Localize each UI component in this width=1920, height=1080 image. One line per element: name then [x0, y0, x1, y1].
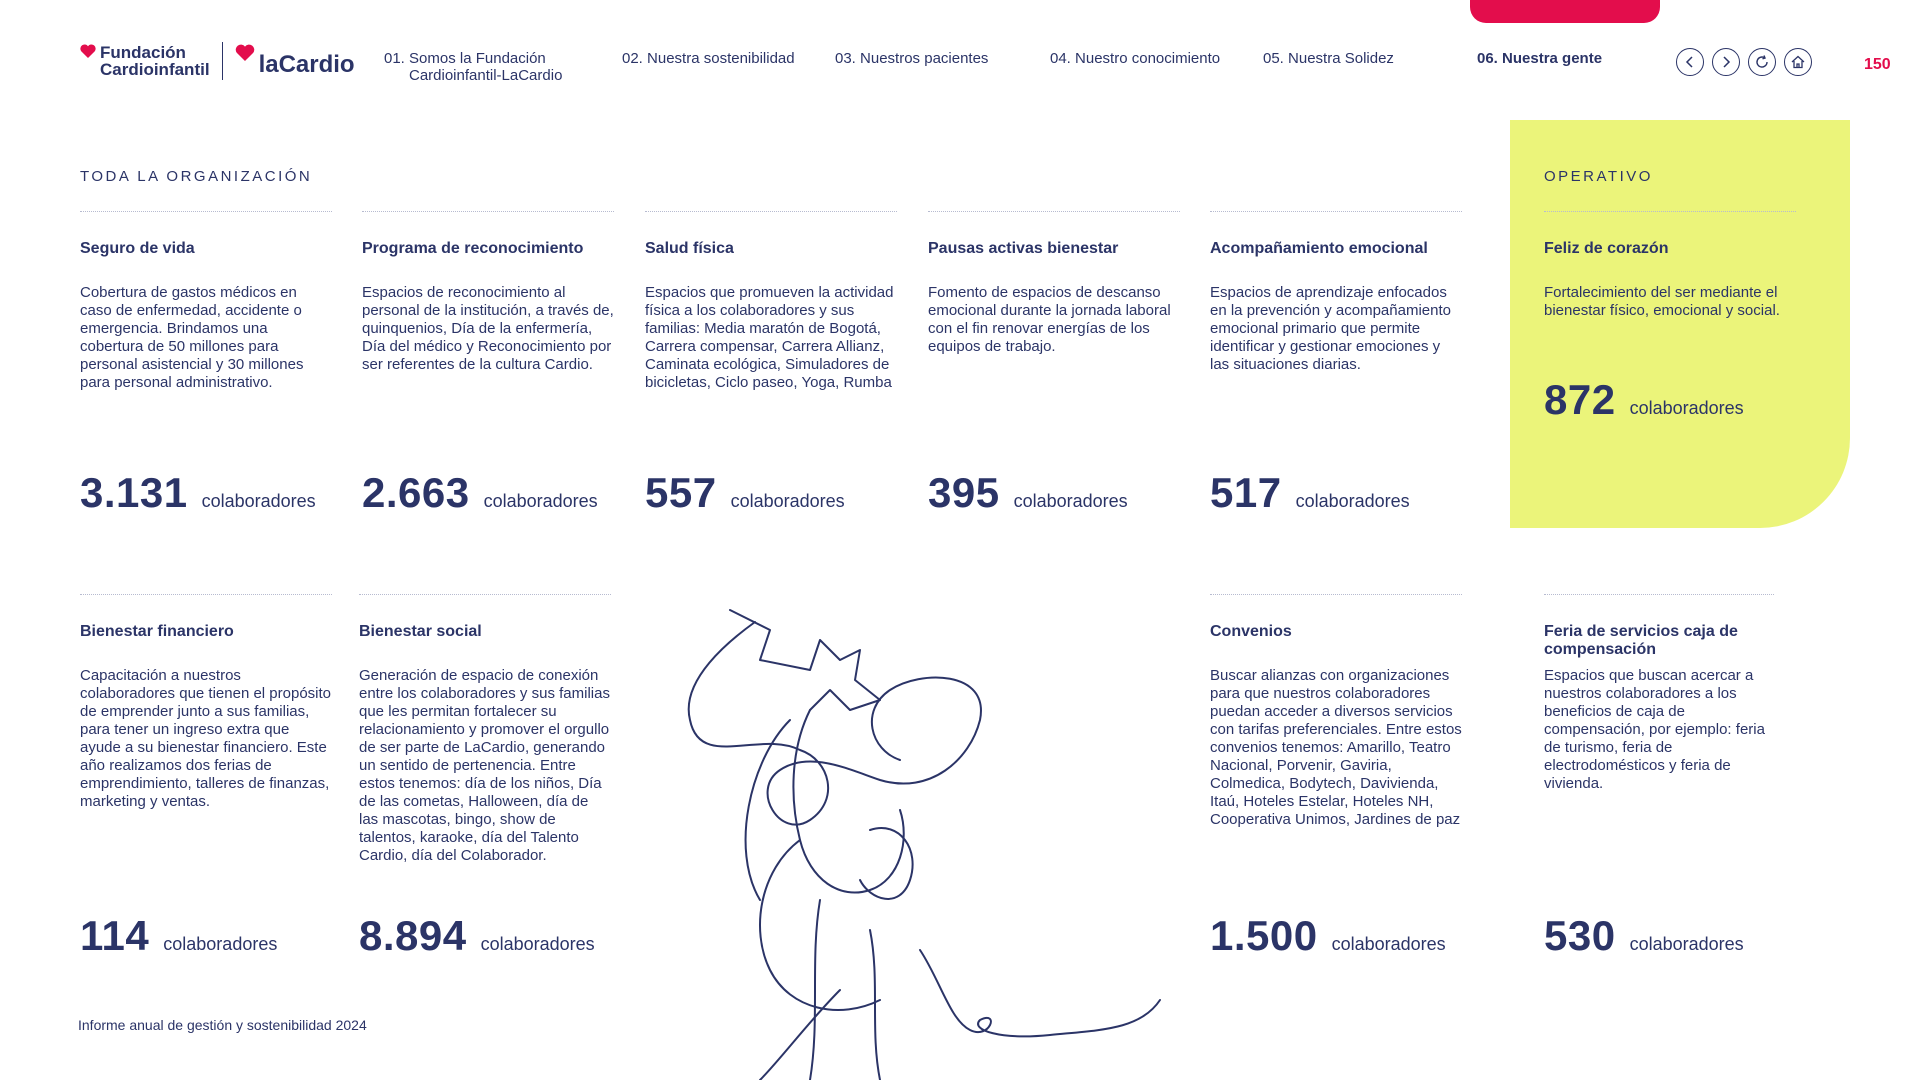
refresh-button[interactable] — [1748, 48, 1776, 76]
next-page-button[interactable] — [1712, 48, 1740, 76]
benefit-card — [80, 594, 332, 959]
stat-value: 3.131 — [80, 469, 188, 516]
nav-item-somos[interactable] — [384, 50, 562, 84]
benefit-card — [362, 211, 614, 516]
nav-item-label: Nuestra Solidez — [1288, 50, 1394, 67]
nav-item-label: Nuestro conocimiento — [1075, 50, 1221, 67]
nav-item-gente[interactable] — [1477, 50, 1602, 67]
nav-item-label: Nuestros pacientes — [860, 50, 989, 67]
nav-item-sostenibilidad[interactable] — [622, 50, 795, 67]
card-title: Acompañamiento emocional — [1210, 240, 1428, 257]
card-divider — [1544, 594, 1774, 595]
stat-value: 557 — [645, 469, 717, 516]
stat-unit: colaboradores — [1331, 934, 1446, 954]
card-title: Convenios — [1210, 623, 1292, 640]
stat-unit: colaboradores — [201, 491, 316, 511]
home-icon — [1790, 54, 1806, 70]
stat-unit: colaboradores — [1629, 934, 1744, 954]
card-divider — [80, 211, 332, 212]
card-divider — [1544, 211, 1796, 212]
card-title: Feria de servicios caja de compensación — [1544, 623, 1738, 658]
stat-value: 395 — [928, 469, 1000, 516]
page-controls — [1676, 48, 1812, 76]
card-description: Fomento de espacios de descanso emocional durante la jornada laboral con el fin renovar energías de los equipos de trabajo. — [928, 284, 1171, 355]
stat-unit: colaboradores — [730, 491, 845, 511]
active-tab-indicator — [1470, 0, 1660, 23]
nav-item-solidez[interactable] — [1263, 50, 1394, 67]
nav-item-number: 01. — [384, 50, 405, 67]
card-description: Espacios que promueven la actividad física a los colaboradores y sus familias: Media maratón de Bogotá, Carrera compensar, Carrera Allianz, Caminata ecológica, Simuladores de bicicletas, Ciclo paseo, Yoga, Rumba — [645, 284, 894, 391]
home-button[interactable] — [1784, 48, 1812, 76]
brand-logo — [80, 42, 355, 80]
card-stat — [1210, 912, 1446, 960]
nav-item-number: 04. — [1050, 50, 1071, 67]
card-divider — [80, 594, 332, 595]
nav-item-conocimiento[interactable] — [1050, 50, 1220, 67]
card-stat — [928, 469, 1128, 517]
card-stat — [362, 469, 598, 517]
card-stat — [359, 912, 595, 960]
logo-fundacion — [80, 44, 210, 78]
card-description: Cobertura de gastos médicos en caso de enfermedad, accidente o emergencia. Brindamos una cobertura de 50 millones para personal asistencial y 30 millones para personal administrativo. — [80, 284, 304, 391]
prev-page-button[interactable] — [1676, 48, 1704, 76]
card-title: Programa de reconocimiento — [362, 240, 584, 257]
nav-item-number: 03. — [835, 50, 856, 67]
card-description: Capacitación a nuestros colaboradores que tienen el propósito de emprender junto a sus familias, para tener un ingreso extra que ayude a su bienestar financiero. Este año realizamos dos ferias de emprendimiento, talleres de finanzas, marketing y ventas. — [80, 667, 332, 810]
benefit-card — [645, 211, 897, 516]
benefit-card — [80, 211, 332, 516]
line-art-illustration — [670, 600, 1240, 1080]
card-description: Generación de espacio de conexión entre los colaboradores y sus familias que les permitan fortalecer su relacionamiento y promover el orgullo de ser parte de LaCardio, generando un sentido de pertenencia. Entre estos tenemos: día de los niños, Día de las cometas, Halloween, día de las mascotas, bingo, show de talentos, karaoke, día del Talento Cardio, día del Colaborador. — [359, 667, 610, 864]
logo-line-2: Cardioinfantil — [100, 60, 210, 79]
operativo-card — [1544, 211, 1796, 423]
nav-item-number: 02. — [622, 50, 643, 67]
nav-item-number: 06. — [1477, 50, 1498, 67]
benefit-card — [359, 594, 611, 959]
card-stat — [80, 469, 316, 517]
stat-value: 517 — [1210, 469, 1282, 516]
card-divider — [928, 211, 1180, 212]
logo-lacardio-text: laCardio — [258, 50, 355, 78]
card-divider — [359, 594, 611, 595]
stat-value: 1.500 — [1210, 912, 1318, 959]
card-description: Fortalecimiento del ser mediante el bienestar físico, emocional y social. — [1544, 284, 1780, 319]
stat-unit: colaboradores — [480, 934, 595, 954]
stat-value: 2.663 — [362, 469, 470, 516]
card-stat — [80, 912, 277, 960]
card-stat — [1210, 469, 1410, 517]
stat-value: 530 — [1544, 912, 1616, 959]
logo-line-1: Fundación — [100, 43, 186, 62]
card-divider — [1210, 211, 1462, 212]
card-title: Feliz de corazón — [1544, 240, 1669, 257]
stat-value: 872 — [1544, 376, 1616, 423]
stat-unit: colaboradores — [163, 934, 278, 954]
section-label-operativo: OPERATIVO — [1544, 168, 1653, 185]
card-description: Espacios que buscan acercar a nuestros colaboradores a los beneficios de caja de compensación, por ejemplo: feria de turismo, feria de electrodomésticos y feria de vivienda. — [1544, 667, 1765, 792]
stat-value: 114 — [80, 912, 150, 959]
benefit-card — [928, 211, 1180, 516]
nav-item-label: Nuestra gente — [1502, 50, 1603, 67]
benefit-card — [1210, 594, 1462, 959]
heart-icon — [80, 44, 96, 58]
logo-divider — [222, 42, 223, 80]
card-title: Seguro de vida — [80, 240, 195, 257]
nav-item-label: Cardioinfantil-LaCardio — [409, 67, 563, 84]
stat-unit: colaboradores — [1295, 491, 1410, 511]
stat-unit: colaboradores — [1629, 398, 1744, 418]
card-description: Buscar alianzas con organizaciones para que nuestros colaboradores puedan acceder a diversos servicios con tarifas preferenciales. Entre estos convenios tenemos: Amarillo, Teatro Nacional, Porvenir, Gaviria, Colmedica, Bodytech, Davivienda, Itaú, Hoteles Estelar, Hoteles NH, Cooperativa Unimos, Jardines de paz — [1210, 667, 1462, 828]
logo-lacardio — [235, 44, 355, 79]
card-title: Pausas activas bienestar — [928, 240, 1119, 257]
refresh-icon — [1754, 54, 1770, 70]
nav-item-label: Somos la Fundación — [409, 50, 546, 67]
card-title: Bienestar social — [359, 623, 482, 640]
nav-item-number: 05. — [1263, 50, 1284, 67]
footer-report-title: Informe anual de gestión y sostenibilidad 2024 — [78, 1017, 367, 1033]
section-label-toda: TODA LA ORGANIZACIÓN — [80, 168, 313, 185]
card-stat — [645, 469, 845, 517]
benefit-card — [1544, 594, 1774, 959]
stat-unit: colaboradores — [1013, 491, 1128, 511]
stat-value: 8.894 — [359, 912, 467, 959]
card-divider — [362, 211, 614, 212]
chevron-left-icon — [1682, 54, 1698, 70]
stat-unit: colaboradores — [483, 491, 598, 511]
card-description: Espacios de reconocimiento al personal de la institución, a través de, quinquenios, Día de la enfermería, Día del médico y Reconocimiento por ser referentes de la cultura Cardio. — [362, 284, 614, 373]
page-number: 150 — [1864, 56, 1891, 73]
nav-item-pacientes[interactable] — [835, 50, 988, 67]
card-divider — [645, 211, 897, 212]
heart-icon — [235, 44, 255, 61]
card-divider — [1210, 594, 1462, 595]
card-stat — [1544, 376, 1744, 424]
card-title: Bienestar financiero — [80, 623, 234, 640]
card-stat — [1544, 912, 1744, 960]
nav-item-label: Nuestra sostenibilidad — [647, 50, 795, 67]
benefit-card — [1210, 211, 1462, 516]
chevron-right-icon — [1718, 54, 1734, 70]
card-title: Salud física — [645, 240, 734, 257]
card-description: Espacios de aprendizaje enfocados en la prevención y acompañamiento emocional primario que permite identificar y gestionar emociones y las situaciones diarias. — [1210, 284, 1451, 373]
